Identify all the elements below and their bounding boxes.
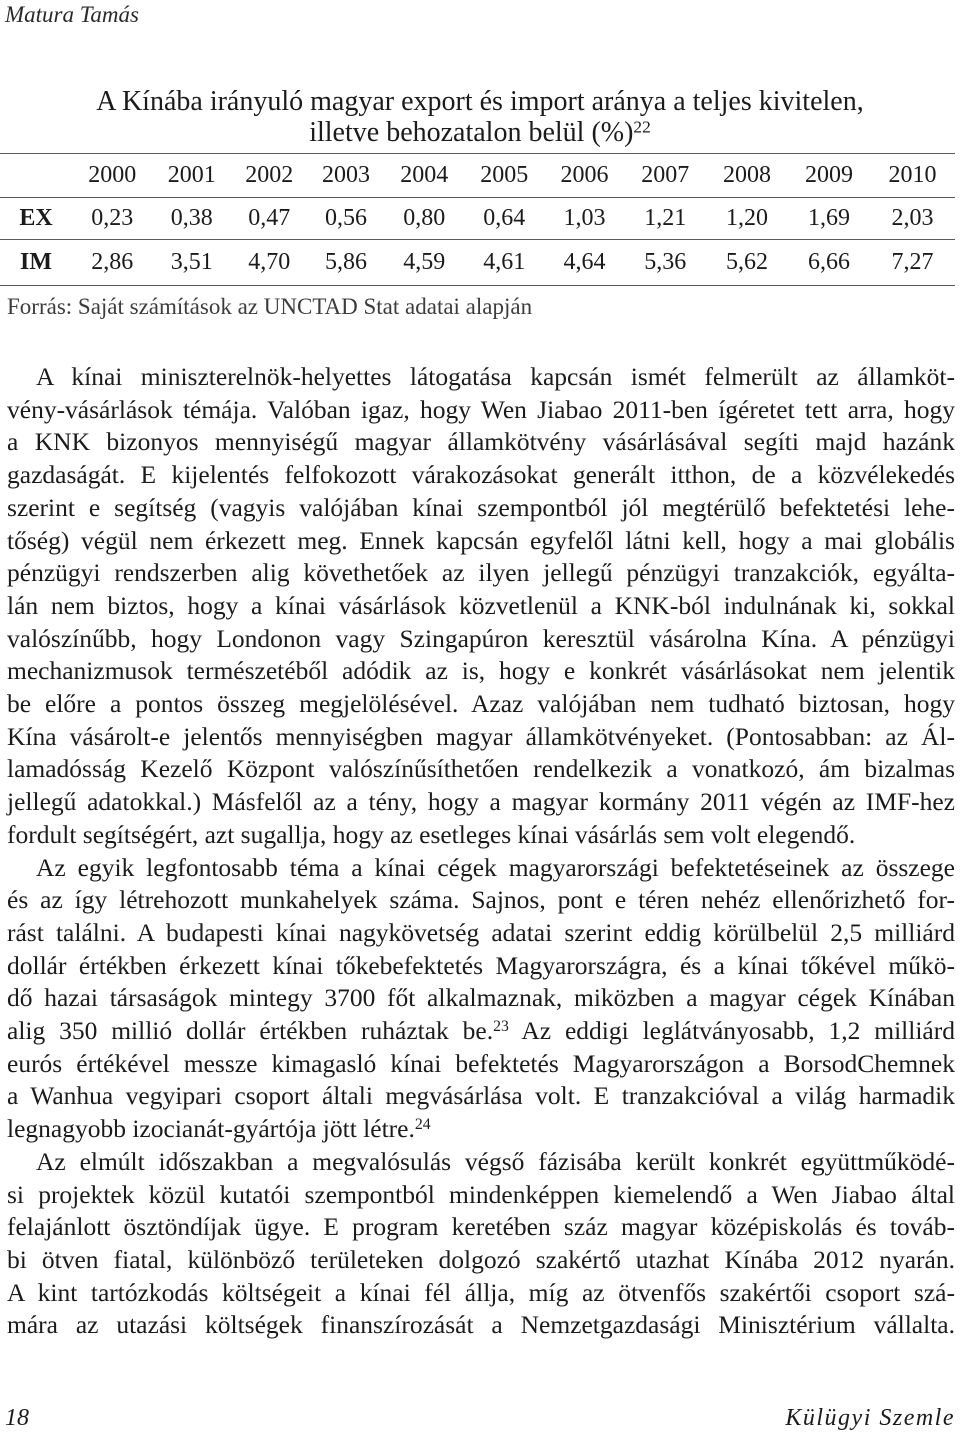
body-line: be előre a pontos összeg megjelölésével. Azaz valójában nem tudható biztosan, hogy xyxy=(7,689,955,719)
body-line: Az elmúlt időszakban a megvalósulás végső fázisába került konkrét együttműködé- xyxy=(36,1146,955,1176)
table-header-year: 2008 xyxy=(723,162,771,188)
table-cell-value: 3,51 xyxy=(170,249,213,275)
body-line: pénzügyi rendszerben alig követhetőek az ilyen jellegű pénzügyi tranzakciók, egyálta- xyxy=(7,558,955,588)
body-line-text: Az eddigi leglátványosabb, 1,2 milliárd xyxy=(508,1016,955,1046)
table-cell-value: 1,21 xyxy=(644,205,687,231)
table-header-year: 2010 xyxy=(888,162,937,188)
table-header-year: 2004 xyxy=(400,162,449,188)
body-line: és az így létrehozott munkahelyek száma. Sajnos, pont e téren nehéz ellenőrizhető for- xyxy=(7,885,955,915)
body-line: dollár értékben érkezett kínai tőkebefektetés Magyarországra, és a kínai tőkével műkö- xyxy=(7,950,955,980)
body-text xyxy=(7,361,955,1342)
table-cell-value: 0,64 xyxy=(483,205,526,231)
footnote-ref-24: 24 xyxy=(414,1116,431,1134)
trade-share-table xyxy=(0,153,955,286)
body-line: a Wanhua vegyipari csoport általi megvásárlása volt. E tranzakcióval a világ harmadik xyxy=(7,1081,955,1111)
body-line: A kint tartózkodás költségeit a kínai fél állja, míg az ötvenfős szakértői csoport szá- xyxy=(7,1277,955,1307)
table-cell-value: 6,66 xyxy=(808,249,850,275)
table-cell-value: 5,62 xyxy=(726,249,768,275)
table-cell-value: 4,61 xyxy=(483,249,526,275)
table-cell-value: 4,70 xyxy=(248,249,291,275)
table-cell-value: 1,03 xyxy=(563,205,606,231)
table-cell-value: 4,59 xyxy=(403,249,446,275)
table-cell-value: 1,20 xyxy=(726,205,768,231)
table-cell-value: 0,38 xyxy=(170,205,213,231)
table-row-import xyxy=(0,240,955,286)
table-cell-value: 5,36 xyxy=(644,249,687,275)
table-header-year: 2007 xyxy=(641,162,690,188)
paragraph xyxy=(7,1146,955,1342)
paragraph xyxy=(7,852,955,1146)
table-header-year: 2003 xyxy=(322,162,370,188)
body-line: jellegű adatokkal.) Másfelől az a tény, hogy a magyar kormány 2011 végén az IMF-hez xyxy=(7,787,955,817)
body-line: Az egyik legfontosabb téma a kínai cégek magyarországi befektetéseinek az összege xyxy=(36,852,955,882)
table-cell-value: 1,69 xyxy=(808,205,850,231)
body-line: gazdaságát. E kijelentés felfokozott várakozásokat generált itthon, de a közvélekedés xyxy=(7,460,955,490)
table-header-year: 2009 xyxy=(805,162,853,188)
body-line xyxy=(7,1015,955,1048)
page-number: 18 xyxy=(5,1405,29,1431)
table-header-year: 2002 xyxy=(245,162,294,188)
body-line: A kínai miniszterelnök-helyettes látogatása kapcsán ismét felmerült az államköt- xyxy=(36,362,955,391)
table-header-year: 2000 xyxy=(88,162,137,188)
table-cell-value: 0,47 xyxy=(248,205,291,231)
running-head-author: Matura Tamás xyxy=(5,2,139,27)
body-line: fordult segítségért, azt sugallja, hogy az esetleges kínai vásárlás sem volt elegendő. xyxy=(7,819,856,849)
table-title-text: illetve behozatalon belül (%) xyxy=(309,117,634,148)
footnote-ref-22: 22 xyxy=(633,117,651,137)
body-line: eurós értékével messze kimagasló kínai befektetés Magyarországon a BorsodChemnek xyxy=(7,1048,955,1078)
table-title-line xyxy=(0,117,960,148)
table-header-year: 2006 xyxy=(560,162,609,188)
body-line: valószínűbb, hogy Londonon vagy Szingapúron keresztül vásárolna Kína. A pénzügyi xyxy=(7,623,955,653)
footnote-ref-23: 23 xyxy=(493,1018,509,1036)
table-title-line: A Kínába irányuló magyar export és import aránya a teljes kivitelen, xyxy=(96,86,864,117)
table-row-label: IM xyxy=(20,249,52,275)
body-line: si projektek közül kutatói szempontból mindenképpen kiemelendő a Wen Jiabao által xyxy=(7,1179,955,1209)
body-line-text: alig 350 millió dollár értékben ruháztak be. xyxy=(7,1016,494,1046)
table-cell-value: 2,86 xyxy=(91,249,134,275)
body-line: rást találni. A budapesti kínai nagykövetség adatai szerint eddig körülbelül 2,5 milliárd xyxy=(7,917,955,947)
body-line: lamadósság Kezelő Központ valószínűsíthetően rendelkezik a vonatkozó, ám bizalmas xyxy=(7,754,955,784)
table-cell-value: 0,80 xyxy=(403,205,446,231)
table-header-row xyxy=(0,154,955,198)
body-line: lán nem biztos, hogy a kínai vásárlások közvetlenül a KNK-ból indulnának ki, sokkal xyxy=(7,590,955,620)
table-row-label: EX xyxy=(19,205,53,231)
table-corner-cell xyxy=(0,154,72,197)
body-line: mára az utazási költségek finanszírozását a Nemzetgazdasági Minisztérium vállalta. xyxy=(7,1310,955,1340)
body-line xyxy=(7,1113,955,1146)
table-cell-value: 4,64 xyxy=(563,249,606,275)
body-line: dő hazai társaságok mintegy 3700 főt alkalmaznak, miközben a magyar cégek Kínában xyxy=(7,983,955,1013)
table-header-year: 2001 xyxy=(167,162,216,188)
body-line: bi ötven fiatal, különböző területeken dolgozó szakértő utazhat Kínába 2012 nyarán. xyxy=(7,1244,955,1274)
table-cell-value: 5,86 xyxy=(325,249,367,275)
body-line: vény-vásárlások témája. Valóban igaz, hogy Wen Jiabao 2011-ben ígéretet tett arra, hogy xyxy=(7,394,955,424)
body-line: szerint e segítség (vagyis valójában kínai szempontból jól megtérülő befektetési lehe- xyxy=(7,492,955,522)
body-line-text: legnagyobb izocianát-gyártója jött létre. xyxy=(7,1114,415,1144)
paragraph xyxy=(7,361,955,852)
table-cell-value: 2,03 xyxy=(891,205,934,231)
table-cell-value: 0,56 xyxy=(325,205,367,231)
journal-name: Külügyi Szemle xyxy=(785,1405,955,1431)
body-line: mechanizmusok természetéből adódik az is, hogy e konkrét vásárlásokat nem jelentik xyxy=(7,656,955,686)
table-source-note: Forrás: Saját számítások az UNCTAD Stat adatai alapján xyxy=(7,294,533,319)
body-line: a KNK bizonyos mennyiségű magyar államkötvény vásárlásával segíti majd hazánk xyxy=(7,427,955,457)
body-line: Kína vásárolt-e jelentős mennyiségben magyar államkötvényeket. (Pontosabban: az Ál- xyxy=(7,721,955,751)
body-line: felajánlott ösztöndíjak ügye. E program keretében száz magyar középiskolás és továb- xyxy=(7,1212,955,1242)
body-line: tőség) végül nem érkezett meg. Ennek kapcsán egyfelől látni kell, hogy a mai globális xyxy=(7,525,955,555)
table-cell-value: 7,27 xyxy=(891,249,934,275)
table-row-export xyxy=(0,198,955,240)
table-title xyxy=(0,86,960,148)
table-cell-value: 0,23 xyxy=(91,205,134,231)
table-header-year: 2005 xyxy=(480,162,529,188)
